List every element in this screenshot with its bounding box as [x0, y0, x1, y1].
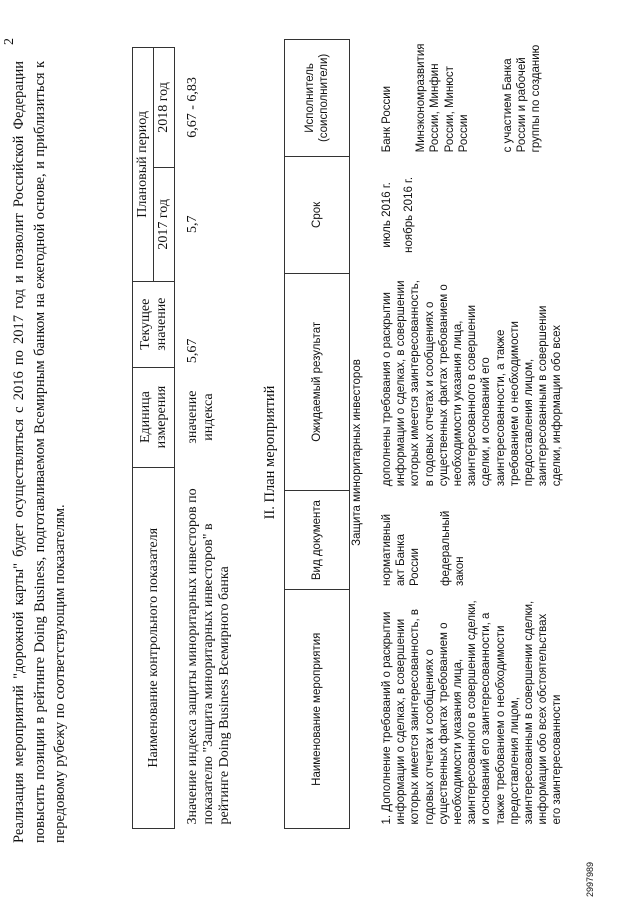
- measures-header-doc-type: Вид документа: [285, 490, 350, 590]
- measure-1-executor: [378, 40, 567, 157]
- indicator-header-current: Текущее значение: [133, 281, 175, 367]
- measure-1-executor-1: Банк России: [381, 85, 393, 153]
- measures-header-result: Ожидаемый результат: [285, 273, 350, 490]
- measures-table: [284, 39, 567, 829]
- measure-1-executor-3: с участием Банка России и рабочей группы по созданию: [502, 44, 543, 153]
- measure-1-doc-type-2: федеральный закон: [439, 510, 466, 586]
- measure-1-deadline: [378, 156, 567, 273]
- indicator-header-2017: 2017 год: [154, 167, 175, 281]
- indicator-header-2018: 2018 год: [154, 48, 175, 168]
- measure-1-result: дополнены требования о раскрытии информации о сделках, в совершении которых имеется заинтересованность, в годовых отчетах и сообщениях о существенных фактах требованием о необходимости указания лица, заинтересованного в совершении сделки, и оснований его заинтересованности, а также требованием о необходимости предоставления лицом, заинтересованным в совершении сделки, информации обо всех: [381, 280, 564, 487]
- measure-1-deadline-2: ноябрь 2016 г.: [403, 176, 416, 253]
- indicator-row-unit: значение индекса: [185, 390, 216, 444]
- indicator-row-name: Значение индекса защиты миноритарных инвесторов по показателю "Защита миноритарных инвесторов" в рейтинге Doing Business Всемирного банка: [185, 488, 232, 825]
- measure-1-doc-type-1: нормативный акт Банка России: [381, 513, 422, 586]
- footer-code: 2997989: [585, 861, 595, 897]
- indicator-table: [132, 47, 235, 829]
- section-title: II. План мероприятий: [262, 385, 278, 520]
- indicator-row-2018: 6,67 - 6,83: [185, 77, 200, 138]
- indicator-row-2017: 5,7: [185, 215, 200, 234]
- page-number: 2: [2, 38, 17, 45]
- measure-1-executor-2: Минэкономразвития России, Минфин России, Минюст России: [415, 43, 470, 153]
- measures-header-measure: Наименование мероприятия: [285, 590, 350, 829]
- indicator-row-current: 5,67: [185, 338, 200, 364]
- measures-header-executor: Исполнитель (соисполнители): [285, 40, 350, 157]
- intro-paragraph: Реализация мероприятий "дорожной карты" будет осуществляться с 2016 по 2017 год и позволит Российской Федерации повысить позиции в рейтинге Doing Business, подготавливаемом Всемирным банком на ежегодной основе, и приблизиться к передовому рубежу по соответствующим показателям.: [11, 61, 68, 843]
- measure-1-name: 1. Дополнение требований о раскрытии информации о сделках, в совершении которых имеется заинтересованность, в годовых отчетах и сообщениях о существенных фактах требованием о необходимости указания лица, заинтересованного в совершении сделки, и оснований его заинтересованности, а также требованием о необходимости предоставления лицом, заинтересованным в совершении сделки, информации обо всех обстоятельствах его заинтересованности: [381, 600, 564, 825]
- indicator-header-name: Наименование контрольного показателя: [133, 467, 175, 828]
- measures-subtitle: Защита миноритарных инвесторов: [351, 359, 363, 546]
- indicator-header-unit: Единица измерения: [133, 367, 175, 467]
- measure-1-doc-type: [378, 490, 567, 590]
- measures-header-deadline: Срок: [285, 156, 350, 273]
- indicator-header-planned: Плановый период: [133, 48, 154, 282]
- measure-1-deadline-1: июль 2016 г.: [381, 182, 393, 248]
